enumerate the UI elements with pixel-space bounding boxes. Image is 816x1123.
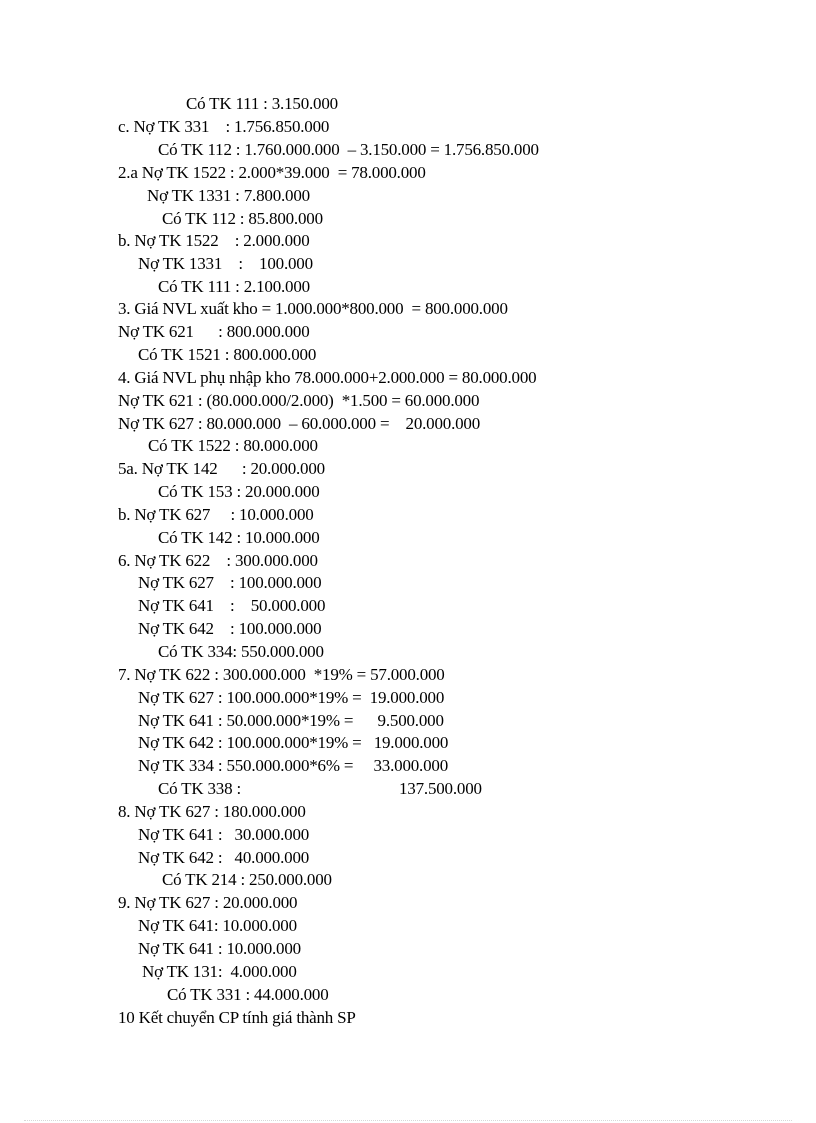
entry-line: Nợ TK 1331 : 100.000 bbox=[138, 254, 313, 273]
entry-line: Nợ TK 642 : 100.000.000*19% = 19.000.000 bbox=[138, 733, 449, 752]
entry-line: b. Nợ TK 627 : 10.000.000 bbox=[118, 505, 314, 524]
entry-line: Nợ TK 621 : 800.000.000 bbox=[118, 322, 310, 341]
entry-line: Có TK 334: 550.000.000 bbox=[158, 642, 324, 661]
entry-line: 9. Nợ TK 627 : 20.000.000 bbox=[118, 893, 298, 912]
entry-line: Nợ TK 641 : 10.000.000 bbox=[138, 939, 301, 958]
entry-line: Nợ TK 641 : 50.000.000 bbox=[138, 596, 326, 615]
entry-line: Nợ TK 627 : 100.000.000 bbox=[138, 573, 322, 592]
entry-line: Có TK 338 : bbox=[158, 779, 241, 798]
entry-line: Có TK 112 : 1.760.000.000 – 3.150.000 = 1.756.850.000 bbox=[158, 140, 539, 159]
entry-line: Nợ TK 642 : 40.000.000 bbox=[138, 848, 310, 867]
entry-line: Có TK 142 : 10.000.000 bbox=[158, 528, 320, 547]
entry-line: Có TK 1521 : 800.000.000 bbox=[138, 345, 317, 364]
entry-line: Có TK 111 : 3.150.000 bbox=[186, 94, 338, 113]
entry-line: 2.a Nợ TK 1522 : 2.000*39.000 = 78.000.000 bbox=[118, 163, 426, 182]
entry-line: Nợ TK 641 : 30.000.000 bbox=[138, 825, 310, 844]
entry-line: 4. Giá NVL phụ nhập kho 78.000.000+2.000.000 = 80.000.000 bbox=[118, 368, 537, 387]
entry-line: Nợ TK 642 : 100.000.000 bbox=[138, 619, 322, 638]
entry-line: Có TK 112 : 85.800.000 bbox=[162, 209, 323, 228]
entry-line: Nợ TK 131: 4.000.000 bbox=[142, 962, 297, 981]
entry-line: 7. Nợ TK 622 : 300.000.000 *19% = 57.000.000 bbox=[118, 665, 445, 684]
entry-line: Nợ TK 641 : 50.000.000*19% = 9.500.000 bbox=[138, 711, 444, 730]
entry-line: Có TK 153 : 20.000.000 bbox=[158, 482, 320, 501]
entry-line: 10 Kết chuyển CP tính giá thành SP bbox=[118, 1008, 356, 1027]
entry-line: 5a. Nợ TK 142 : 20.000.000 bbox=[118, 459, 325, 478]
total-amount: 137.500.000 bbox=[399, 779, 482, 798]
entry-line: Nợ TK 627 : 100.000.000*19% = 19.000.000 bbox=[138, 688, 445, 707]
entry-line: Có TK 1522 : 80.000.000 bbox=[148, 436, 318, 455]
entry-line: c. Nợ TK 331 : 1.756.850.000 bbox=[118, 117, 330, 136]
entry-line: b. Nợ TK 1522 : 2.000.000 bbox=[118, 231, 310, 250]
entry-line: Nợ TK 621 : (80.000.000/2.000) *1.500 = 60.000.000 bbox=[118, 391, 480, 410]
entry-line: 3. Giá NVL xuất kho = 1.000.000*800.000 = 800.000.000 bbox=[118, 299, 508, 318]
entry-line: Nợ TK 1331 : 7.800.000 bbox=[147, 186, 310, 205]
entry-line: Có TK 331 : 44.000.000 bbox=[167, 985, 329, 1004]
entry-line: 8. Nợ TK 627 : 180.000.000 bbox=[118, 802, 306, 821]
entry-line: Có TK 111 : 2.100.000 bbox=[158, 277, 310, 296]
entry-line: Nợ TK 641: 10.000.000 bbox=[138, 916, 297, 935]
entry-line: 6. Nợ TK 622 : 300.000.000 bbox=[118, 551, 318, 570]
entry-line: Nợ TK 627 : 80.000.000 – 60.000.000 = 20.000.000 bbox=[118, 414, 481, 433]
page-bottom-divider bbox=[24, 1120, 792, 1121]
entry-line: Nợ TK 334 : 550.000.000*6% = 33.000.000 bbox=[138, 756, 448, 775]
entry-line: Có TK 214 : 250.000.000 bbox=[162, 870, 332, 889]
